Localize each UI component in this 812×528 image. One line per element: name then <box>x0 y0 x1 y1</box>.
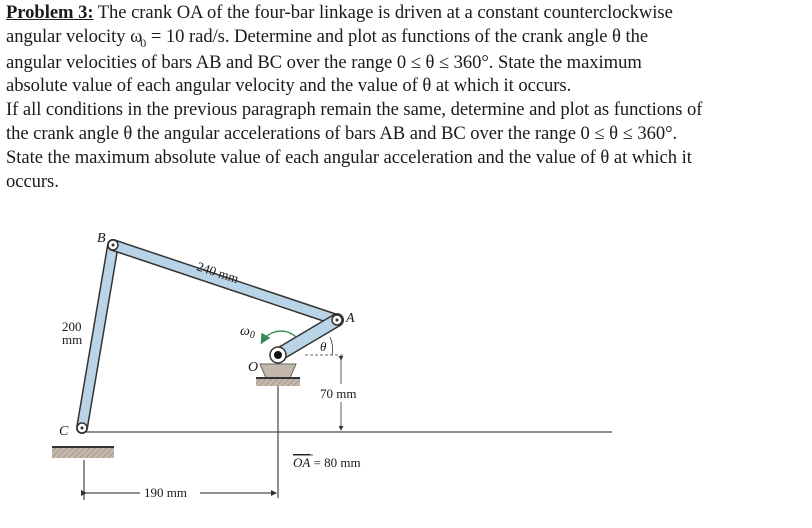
paragraph1-line2-end: = 10 rad/s. Determine and plot as functions of the crank angle θ the <box>146 25 649 47</box>
paragraph1-line2 <box>6 25 810 51</box>
crank-oa <box>278 320 337 355</box>
label-o: O <box>248 360 259 375</box>
paragraph1-line4: absolute value of each angular velocity and the value of θ at which it occurs. <box>6 75 572 97</box>
dim-240-label: 240 mm <box>195 258 241 287</box>
label-a: A <box>346 311 355 326</box>
theta-arc <box>330 337 333 355</box>
paragraph1-line1-text: The crank OA of the four-bar linkage is driven at a constant counterclockwise <box>97 2 673 23</box>
ground-support-o <box>256 378 300 386</box>
dim-190-label: 190 mm <box>144 485 187 500</box>
paragraph1-line1 <box>6 1 810 25</box>
label-b: B <box>97 231 106 246</box>
pin-c-center <box>81 427 84 430</box>
ground-support-c <box>52 447 114 458</box>
dim-200-unit: mm <box>62 332 83 347</box>
omega-subscript: 0 <box>140 35 147 50</box>
paragraph1-line2-start: angular velocity ω <box>6 25 143 47</box>
paragraph2-line4: occurs. <box>6 170 59 192</box>
problem-statement <box>6 1 810 193</box>
pin-a-center <box>336 319 339 322</box>
pin-b-center <box>112 244 115 247</box>
pin-o-center <box>274 351 282 359</box>
problem-title: Problem 3: <box>6 2 94 23</box>
paragraph2-line3: State the maximum absolute value of each angular acceleration and the value of θ at which it <box>6 146 692 168</box>
paragraph2-line2: the crank angle θ the angular accelerations of bars AB and BC over the range 0 ≤ θ ≤ 360°. <box>6 122 678 144</box>
four-bar-linkage-figure <box>0 215 812 528</box>
bar-bc <box>82 245 113 428</box>
theta-label: θ <box>320 339 327 354</box>
paragraph1-line3: angular velocities of bars AB and BC over the range 0 ≤ θ ≤ 360°. State the maximum <box>6 51 642 73</box>
omega-label: $\omega_0$ <box>240 324 255 341</box>
pivot-bracket-o <box>260 364 296 378</box>
dim-200-value: 200 <box>62 319 82 334</box>
paragraph2-line1: If all conditions in the previous paragraph remain the same, determine and plot as functions of <box>6 99 703 121</box>
dim-oa-label: OA = 80 mm <box>293 455 361 470</box>
dim-70-label: 70 mm <box>320 386 357 401</box>
label-c: C <box>59 424 69 439</box>
